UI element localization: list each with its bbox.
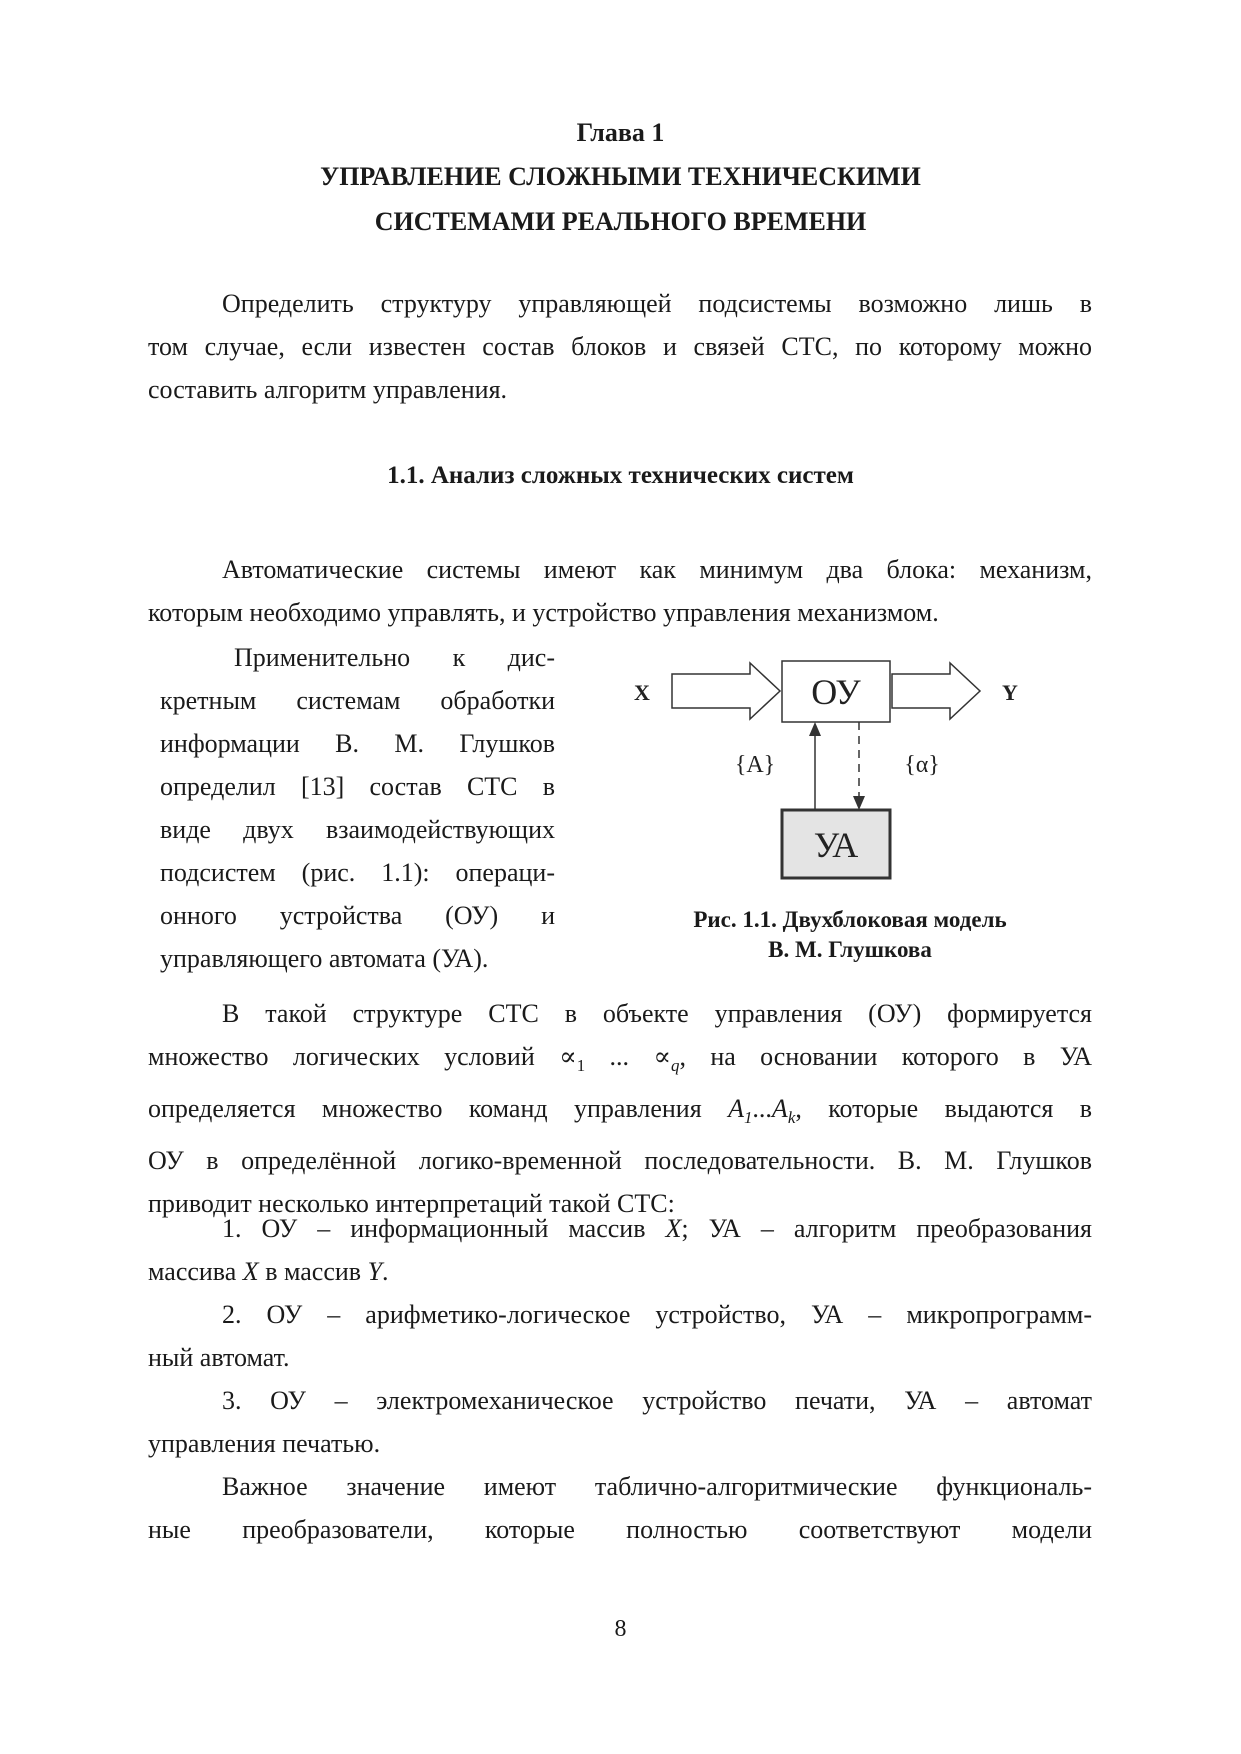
text-span: в массив [265,1257,362,1286]
text-line: Определить структуру управляющей подсистемы возможно лишь в [222,289,1092,318]
chapter-title-line-1: УПРАВЛЕНИЕ СЛОЖНЫМИ ТЕХНИЧЕСКИМИ [320,162,921,191]
text-span: , на основании которого в УА [679,1042,1093,1071]
text-line: ный автомат. [148,1343,290,1372]
chapter-title-line-2: СИСТЕМАМИ РЕАЛЬНОГО ВРЕМЕНИ [374,207,867,236]
ua-label: УА [813,825,859,865]
text-line: приводит несколько интерпретаций такой СТС: [148,1189,675,1219]
text-line: онного устройства (ОУ) и [160,901,555,930]
ellipsis: ... [609,1042,630,1071]
text-line: которым необходимо управлять, и устройство управления механизмом. [148,598,939,627]
text-line [148,1250,1092,1293]
text-line: определил [13] состав СТС в [160,772,555,801]
conditions-label: {α} [904,752,940,778]
subscript: k [787,1108,796,1128]
text-line-formula [148,1087,1092,1139]
paragraph-1 [148,548,1092,634]
commands-label: {A} [734,752,776,778]
text-line: ные преобразователи, которые полностью соответствуют модели [148,1515,1092,1544]
list-item-2 [148,1293,1092,1379]
caption-line: В. М. Глушкова [768,937,932,962]
paragraph-2 [148,992,1092,1225]
variable: Y [367,1257,383,1286]
text-line: том случае, если известен состав блоков и связей СТС, по которому можно [148,332,1092,361]
chapter-heading: Глава 1 [576,118,665,147]
output-label: Y [1002,680,1018,705]
ellipsis: ... [752,1094,772,1124]
text-line: Применительно к дис- [234,643,555,672]
output-arrow [892,663,980,719]
text-line: информации В. М. Глушков [160,729,555,758]
list-item-1 [148,1207,1092,1293]
alpha-symbol: ∝ [653,1042,672,1071]
figure-caption [620,905,1080,965]
text-line: В такой структуре СТС в объекте управления (ОУ) формируется [222,999,1092,1028]
command-symbol: A [728,1094,744,1124]
text-line: 3. ОУ – электромеханическое устройство печати, УА – автомат [222,1386,1092,1415]
paragraph-3 [148,1465,1092,1551]
text-span: определяется множество команд управления [148,1094,702,1124]
text-line [148,1207,1092,1250]
command-symbol: A [771,1094,788,1124]
text-line: управления печатью. [148,1429,381,1458]
text-line: кретным системам обработки [160,686,555,715]
variable: X [242,1257,259,1286]
subscript: 1 [576,1056,586,1076]
text-line: составить алгоритм управления. [148,375,508,404]
text-line-formula [148,1035,1092,1087]
text-line: ОУ в определённой логико-временной последовательности. В. М. Глушков [148,1146,1092,1176]
subscript: 1 [743,1108,753,1128]
page-number: 8 [614,1616,627,1642]
text-line: Важное значение имеют таблично-алгоритмические функциональ- [222,1472,1092,1501]
list-item-3 [148,1379,1092,1465]
input-label: X [634,680,650,705]
alpha-symbol: ∝ [559,1042,577,1071]
subscript: q [671,1056,680,1076]
text-line: виде двух взаимодействующих [160,815,555,844]
text-line: подсистем (рис. 1.1): операци- [160,858,555,887]
ou-label: ОУ [811,672,861,712]
intro-paragraph [148,282,1092,411]
text-span: , которые выдаются в [795,1094,1093,1124]
text-line: 2. ОУ – арифметико-логическое устройство, УА – микропрограмм- [222,1300,1092,1329]
text-span: . [382,1257,389,1286]
text-span: ; УА – алгоритм преобразования [681,1214,1092,1243]
section-heading: 1.1. Анализ сложных технических систем [387,462,854,489]
text-span: 1. ОУ – информационный массив [222,1214,646,1243]
conditions-arrowhead [853,796,865,810]
glushkov-model-diagram [610,650,1090,900]
input-arrow [672,663,780,719]
variable: X [665,1214,682,1243]
commands-arrowhead [809,722,821,736]
text-line: управляющего автомата (УА). [160,944,489,973]
wrapped-text-column [160,636,555,980]
text-span: массива [148,1257,237,1286]
text-span: множество логических условий [148,1042,535,1071]
text-line: Автоматические системы имеют как минимум два блока: механизм, [222,555,1092,584]
caption-line: Рис. 1.1. Двухблоковая модель [693,907,1007,932]
